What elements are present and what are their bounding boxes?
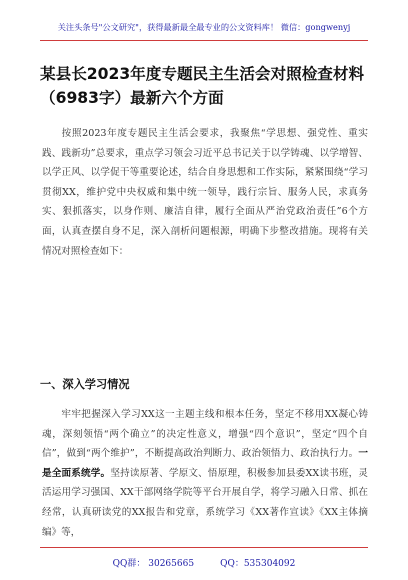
footer-contact (40, 556, 368, 569)
intro-paragraph (42, 124, 368, 261)
header-divider (40, 40, 368, 41)
footer-qq-group[interactable]: QQ群： 30265665 (112, 559, 195, 569)
document-title: 某县长2023年度专题民主生活会对照检查材料（6983字）最新六个方面 (40, 65, 365, 107)
section-heading: 一、深入学习情况 (40, 378, 130, 391)
section-lead-text: 牢牢把握深入学习XX这一主题主线和根本任务，坚定不移用XX凝心铸魂，深刻领悟“两个确立”的决定性意义，增强“四个意识”，坚定“四个自信”，做到“两个维护”，不断提高政治判断力、政治领悟力、政治执行力。 (42, 409, 368, 460)
header-banner[interactable]: 关注头条号"公文研究"，获得最新最全最专业的公文资料库！ 微信：gongwenyj (57, 22, 351, 32)
intro-text: 按照2023年度专题民主生活会要求，我聚焦“学思想、强党性、重实践、践新功”总要求，重点学习领会习近平总书记关于以学铸魂、以学增智、以学正风、以学促干等重要论述，结合自身思想和工作实际，紧紧围绕“学习贯彻XX，维护党中央权威和集中统一领导，践行宗旨、服务人民，求真务实、狠抓落实，以身作则、廉洁自律，履行全面从严治党政治责任”6个方面，认真查摆自身不足，深入剖析问题根源，明确下步整改措施。现将有关情况对照检查如下： (42, 128, 368, 257)
section-tail-text: 坚持读原著、学原文、悟原理，积极参加县委XX读书班，灵活运用学习强国、XX干部网络学院等平台开展自学，将学习融入日常、抓在经常，认真研读党的XX报告和党章，系统学习《XX著作宣读》《XX主体摘编》等， (42, 467, 368, 538)
footer-qq[interactable]: QQ：535304092 (220, 559, 296, 569)
section-bold-lead: 一是全面系统学。 (42, 448, 368, 479)
section-paragraph (42, 405, 368, 542)
footer-divider (40, 547, 368, 548)
